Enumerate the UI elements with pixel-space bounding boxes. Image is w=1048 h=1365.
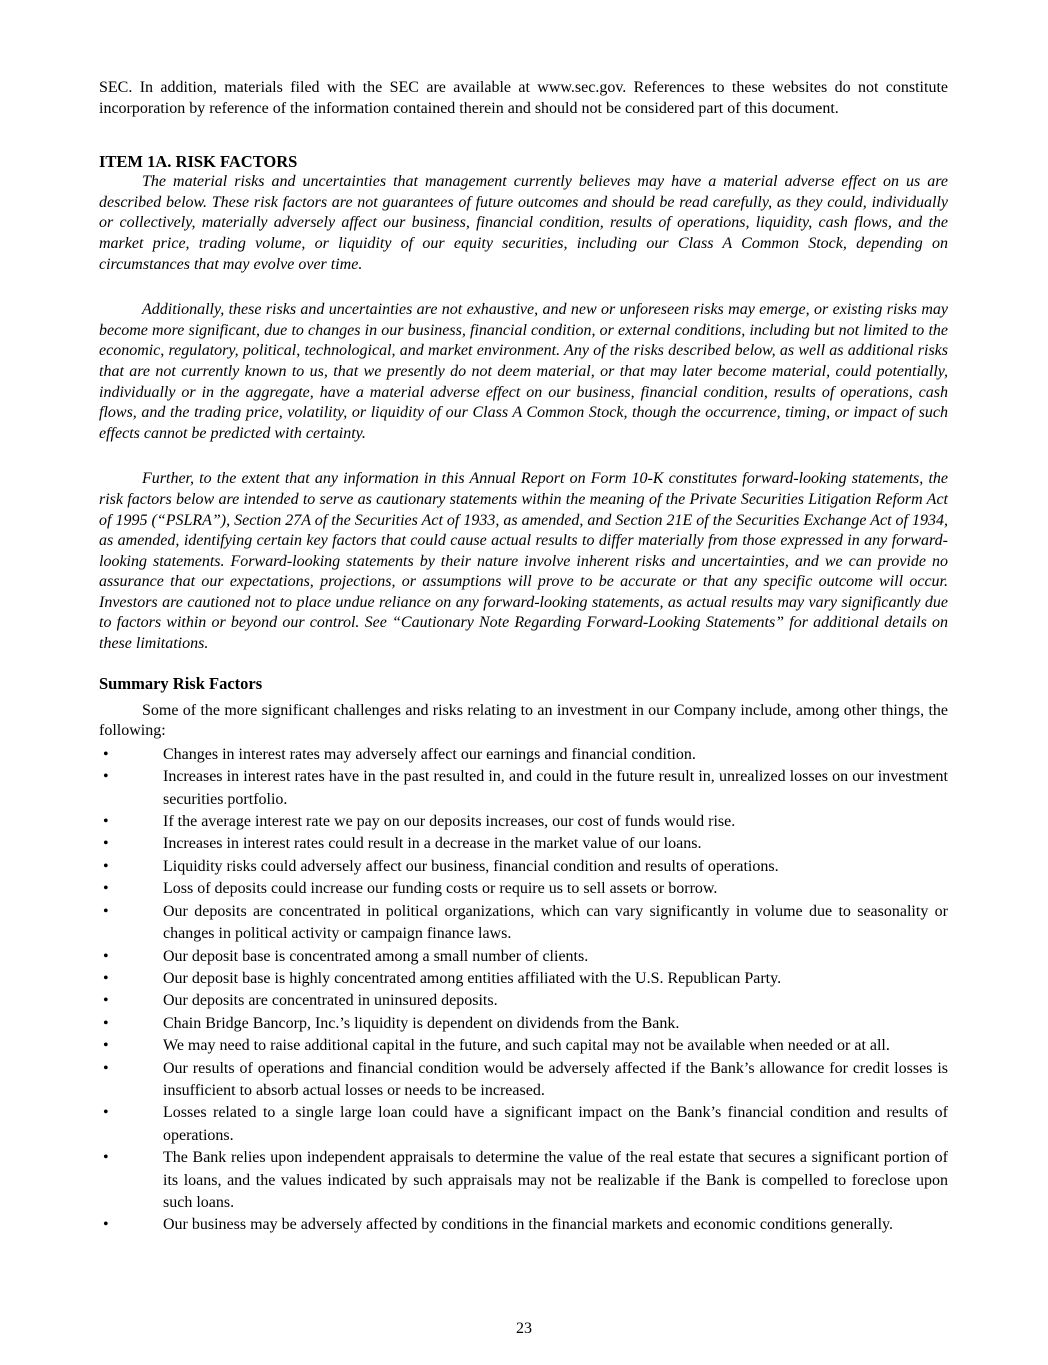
page-number: 23 <box>516 1320 532 1337</box>
bullet-marker: • <box>103 1149 109 1167</box>
risk-bullet-item <box>99 833 948 855</box>
bullet-marker: • <box>103 1104 109 1122</box>
risk-bullet-text: Liquidity risks could adversely affect our business, financial condition and results of operations. <box>163 857 779 875</box>
risk-bullet-text: We may need to raise additional capital in the future, and such capital may not be available when needed or at all. <box>163 1037 890 1055</box>
bullet-marker: • <box>103 1014 109 1032</box>
risk-paragraph-1: The material risks and uncertainties that management currently believes may have a material adverse effect on us are described below. These risk factors are not guarantees of future outcomes and should be read carefully, as they could, individually or collectively, materially adversely affect our business, financial condition, results of operations, liquidity, cash flows, and the market price, trading volume, or liquidity of our equity securities, including our Class A Common Stock, depending on circumstances that may evolve over time. <box>99 173 948 273</box>
risk-bullet-item <box>99 968 948 990</box>
risk-bullet-item <box>99 1013 948 1035</box>
risk-bullet-text: Our deposit base is concentrated among a small number of clients. <box>163 947 589 965</box>
risk-bullet-text: Our deposits are concentrated in political organizations, which can vary significantly in volume due to seasonality or changes in political activity or campaign finance laws. <box>163 902 948 943</box>
bullet-marker: • <box>103 992 109 1010</box>
risk-bullet-text: The Bank relies upon independent appraisals to determine the value of the real estate that secures a significant portion of its loans, and the values indicated by such appraisals may not be realizable if the Bank is compelled to foreclose upon such loans. <box>163 1149 948 1211</box>
risk-bullet-item <box>99 901 948 946</box>
summary-risk-factors-heading: Summary Risk Factors <box>99 673 263 693</box>
risk-bullet-text: If the average interest rate we pay on our deposits increases, our cost of funds would rise. <box>163 813 736 831</box>
risk-bullet-text: Chain Bridge Bancorp, Inc.’s liquidity is dependent on dividends from the Bank. <box>163 1014 680 1032</box>
risk-bullet-item <box>99 1102 948 1147</box>
risk-bullet-text: Our deposit base is highly concentrated among entities affiliated with the U.S. Republican Party. <box>163 969 782 987</box>
summary-intro-paragraph: Some of the more significant challenges and risks relating to an investment in our Company include, among other things, the following: <box>99 701 948 740</box>
risk-bullet-text: Increases in interest rates have in the past resulted in, and could in the future result in, unrealized losses on our investment securities portfolio. <box>163 768 948 808</box>
risk-bullet-text: Losses related to a single large loan could have a significant impact on the Bank’s financial condition and results of operations. <box>163 1104 948 1144</box>
bullet-marker: • <box>103 1216 109 1234</box>
section-heading-item-1a: ITEM 1A. RISK FACTORS <box>99 152 298 172</box>
risk-bullet-text: Increases in interest rates could result in a decrease in the market value of our loans. <box>163 835 702 853</box>
risk-bullet-item <box>99 990 948 1012</box>
risk-bullet-item <box>99 1214 948 1236</box>
risk-bullet-item <box>99 1058 948 1103</box>
risk-bullet-item <box>99 766 948 811</box>
risk-bullet-item <box>99 1147 948 1214</box>
risk-paragraph-3: Further, to the extent that any information in this Annual Report on Form 10-K constitutes forward-looking statements, the risk factors below are intended to serve as cautionary statements within the meaning of the Private Securities Litigation Reform Act of 1995 (“PSLRA”), Section 27A of the Securities Act of 1933, as amended, and Section 21E of the Securities Exchange Act of 1934, as amended, identifying certain key factors that could cause actual results to differ materially from those expressed in any forward-looking statements. Forward-looking statements by their nature involve inherent risks and uncertainties, and we can provide no assurance that our expectations, projections, or assumptions will prove to be accurate or that any specific outcome will occur. Investors are cautioned not to place undue reliance on any forward-looking statements, as actual results may vary significantly due to factors within or beyond our control. See “Cautionary Note Regarding Forward-Looking Statements” for additional details on these limitations. <box>99 470 948 653</box>
risk-bullet-item <box>99 856 948 878</box>
risk-bullet-text: Our deposits are concentrated in uninsured deposits. <box>163 992 498 1010</box>
bullet-marker: • <box>103 768 109 786</box>
risk-bullet-item <box>99 946 948 968</box>
bullet-marker: • <box>103 969 109 987</box>
risk-paragraph-2: Additionally, these risks and uncertainties are not exhaustive, and new or unforeseen risks may emerge, or existing risks may become more significant, due to changes in our business, financial condition, or external conditions, including but not limited to the economic, regulatory, political, technological, and market environment. Any of the risks described below, as well as additional risks that are not currently known to us, that we presently do not deem material, or that may later become material, could potentially, individually or in the aggregate, have a material adverse effect on our business, financial condition, results of operations, cash flows, and the trading price, volatility, or liquidity of our Class A Common Stock, though the occurrence, timing, or impact of such effects cannot be predicted with certainty. <box>99 301 948 442</box>
bullet-marker: • <box>103 1059 109 1077</box>
risk-bullet-text: Our business may be adversely affected by conditions in the financial markets and economic conditions generally. <box>163 1216 893 1234</box>
risk-bullet-item <box>99 1035 948 1057</box>
bullet-marker: • <box>103 857 109 875</box>
bullet-marker: • <box>103 902 109 920</box>
risk-bullet-item <box>99 811 948 833</box>
risk-bullet-item <box>99 744 948 766</box>
risk-bullet-text: Loss of deposits could increase our funding costs or require us to sell assets or borrow. <box>163 880 718 898</box>
risk-bullet-list <box>99 744 948 1237</box>
bullet-marker: • <box>103 880 109 898</box>
bullet-marker: • <box>103 947 109 965</box>
risk-bullet-text: Changes in interest rates may adversely affect our earnings and financial condition. <box>163 745 696 763</box>
bullet-marker: • <box>103 1037 109 1055</box>
bullet-marker: • <box>103 745 109 763</box>
bullet-marker: • <box>103 813 109 831</box>
risk-bullet-text: Our results of operations and financial condition would be adversely affected if the Bank’s allowance for credit losses is insufficient to absorb actual losses or needs to be increased. <box>163 1059 948 1099</box>
top-paragraph: SEC. In addition, materials filed with the SEC are available at www.sec.gov. References to these websites do not constitute incorporation by reference of the information contained therein and should not be considered part of this document. <box>99 79 948 117</box>
risk-bullet-item <box>99 878 948 900</box>
bullet-marker: • <box>103 835 109 853</box>
